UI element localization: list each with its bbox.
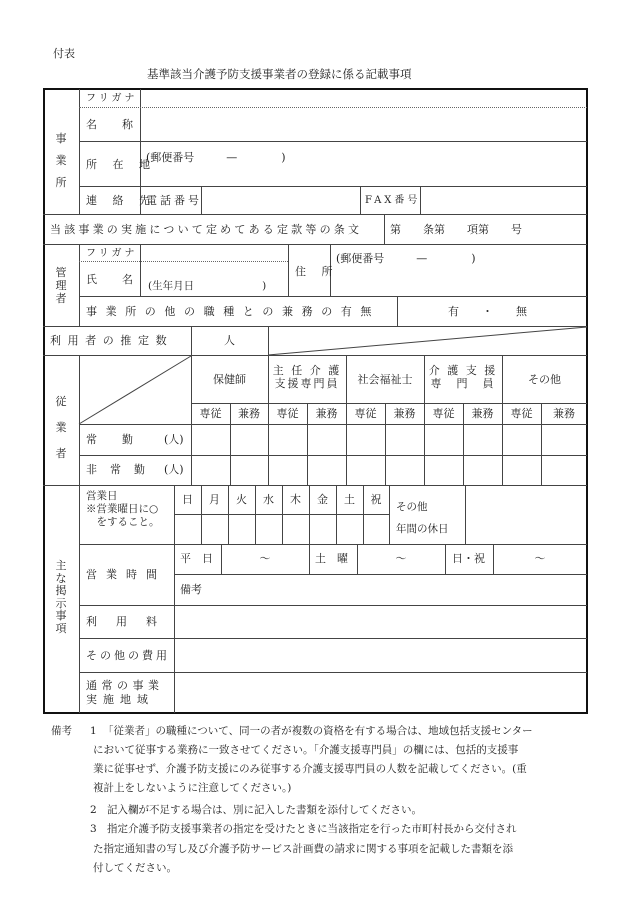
staff-row-fulltime-unit: (人)	[164, 433, 184, 446]
birthdate-prefix: (生年月日	[148, 280, 195, 292]
sub-part: 兼務	[315, 407, 338, 420]
staff-category-public-health-nurse: 保健師	[213, 373, 246, 386]
weekday-thu: 木	[290, 493, 301, 506]
weekday-holiday: 祝	[370, 493, 382, 506]
manager-concurrent-options[interactable]: 有 ・ 無	[448, 305, 533, 318]
weekday-mon: 月	[209, 493, 220, 506]
birthdate-close: )	[262, 280, 267, 292]
articles-label: 当該事業の実施について定めてある定款等の条文	[50, 223, 363, 236]
postal-close: )	[471, 252, 476, 265]
weekday-tue: 火	[236, 493, 247, 506]
form-title: 基準該当介護予防支援事業者の登録に係る記載事項	[147, 67, 412, 81]
postal-prefix: (郵便番号	[146, 151, 195, 164]
weekday-sun: 日	[182, 493, 193, 506]
staff-category-care-manager: 介 護 支 援 専 門 員	[428, 364, 498, 390]
sub-part: 兼務	[238, 407, 260, 420]
footnote-1-line-4: 複計上をしないように注意してください。)	[93, 782, 292, 794]
sub-part: 兼務	[553, 407, 575, 420]
office-furigana-label: フリガナ	[86, 93, 138, 104]
other-holidays-label: その他 年間の休日	[396, 501, 449, 535]
business-days-label: 営業日 ※営業曜日に○ をすること。	[86, 490, 160, 528]
sub-part: 兼務	[471, 407, 494, 420]
footnote-1-line-1: 「従業者」の職種について、同一の者が複数の資格を有する場合は、地域包括支援センター	[103, 725, 533, 737]
fee-label: 利 用 料	[86, 615, 161, 628]
office-fax-label: FAX番号	[365, 195, 421, 206]
footnote-3-line-3: 付してください。	[93, 862, 177, 874]
office-name-label: 名 称	[86, 118, 134, 131]
hours-label: 営業時間	[86, 568, 166, 581]
footnotes-heading: 備考	[51, 725, 72, 737]
staff-row-fulltime-label: 常 勤	[86, 433, 134, 446]
users-label: 利用者の推定数	[50, 334, 174, 347]
postal-dash: —	[416, 252, 428, 265]
manager-furigana-label: フリガナ	[86, 248, 138, 259]
hours-sunday-holiday-range[interactable]: 〜	[534, 552, 546, 565]
staff-header-diagonal	[79, 356, 191, 424]
footnote-3-number: 3	[90, 823, 97, 835]
hours-saturday-range[interactable]: 〜	[395, 552, 407, 565]
staff-row-parttime-label: 非 常 勤	[86, 463, 146, 476]
staff-category-other: その他	[528, 373, 561, 386]
staff-category-chief-care-manager: 主 任 介 護 支援専門員	[272, 364, 342, 390]
footnote-1-number: 1	[90, 725, 97, 737]
footnote-2-number: 2	[90, 804, 97, 816]
footnote-1-line-3: 業に従事せず、介護予防支援にのみ従事する介護支援専門員の人数を記載してください。(重	[93, 763, 527, 775]
articles-dai: 第	[390, 223, 401, 236]
hours-remarks-field[interactable]	[210, 576, 585, 604]
sub-full: 専従	[199, 407, 222, 420]
office-address-label: 所 在 地	[86, 158, 156, 171]
notices-section-label: 主 な 掲 示 事 項	[55, 559, 67, 635]
manager-name-label: 氏 名	[86, 273, 134, 286]
weekday-sat: 土	[344, 493, 355, 506]
office-phone-label: 電話番号	[146, 194, 202, 207]
service-area-field[interactable]	[176, 674, 585, 711]
weekday-mark-cells[interactable]	[175, 515, 388, 543]
appendix-label: 付表	[53, 47, 75, 60]
footnote-3-line-2: た指定通知書の写し及び介護予防サービス計画費の請求に関する事項を記載した書類を添	[93, 843, 513, 855]
staff-section-label: 従 業 者	[55, 395, 67, 460]
staff-count-cells[interactable]	[192, 425, 586, 484]
users-unit: 人	[224, 334, 235, 347]
hours-sunday-holiday-label: 日・祝	[452, 552, 485, 565]
weekday-fri: 金	[317, 493, 328, 506]
other-cost-field[interactable]	[176, 640, 585, 671]
articles-ko-dai: 項第	[467, 223, 489, 236]
fee-field[interactable]	[176, 607, 585, 637]
footnote-2-line-1: 記入欄が不足する場合は、別に記入した書類を添付してください。	[107, 804, 422, 816]
postal-close: )	[281, 151, 286, 164]
sub-full: 専従	[432, 407, 455, 420]
footnote-1-line-2: において従事する業務に一致させてください。「介護支援専門員」の欄には、包括的支援事	[93, 744, 519, 756]
articles-go: 号	[511, 223, 522, 236]
staff-row-parttime-unit: (人)	[164, 463, 184, 476]
footnote-3-line-1: 指定介護予防支援事業者の指定を受けたときに当該指定を行った市町村長から交付され	[107, 823, 517, 835]
office-section-label: 事 業 所	[55, 132, 67, 189]
hours-weekday-label: 平 日	[180, 552, 213, 565]
other-cost-label: その他の費用	[86, 649, 170, 662]
hours-weekday-range[interactable]: 〜	[259, 552, 271, 565]
staff-category-social-worker: 社会福祉士	[357, 373, 413, 386]
manager-section-label: 管 理 者	[55, 266, 67, 305]
sub-full: 専従	[354, 407, 377, 420]
manager-address-label: 住 所	[295, 265, 339, 278]
sub-part: 兼務	[393, 407, 416, 420]
sub-full: 専従	[510, 407, 533, 420]
weekday-wed: 水	[263, 493, 274, 506]
hours-remarks-label: 備考	[180, 583, 202, 596]
users-diagonal	[268, 327, 587, 355]
articles-jo-dai: 条第	[423, 223, 445, 236]
sub-full: 専従	[276, 407, 299, 420]
service-area-label: 通常の事業 実施地域	[86, 679, 164, 706]
office-contact-label: 連 絡 先	[86, 194, 156, 207]
hours-saturday-label: 土 曜	[315, 552, 348, 565]
other-holidays-field[interactable]	[467, 487, 585, 543]
manager-concurrent-label: 事業所の他の職種との兼務の有無	[86, 305, 380, 318]
postal-prefix: (郵便番号	[336, 252, 385, 265]
postal-dash: —	[226, 151, 238, 164]
